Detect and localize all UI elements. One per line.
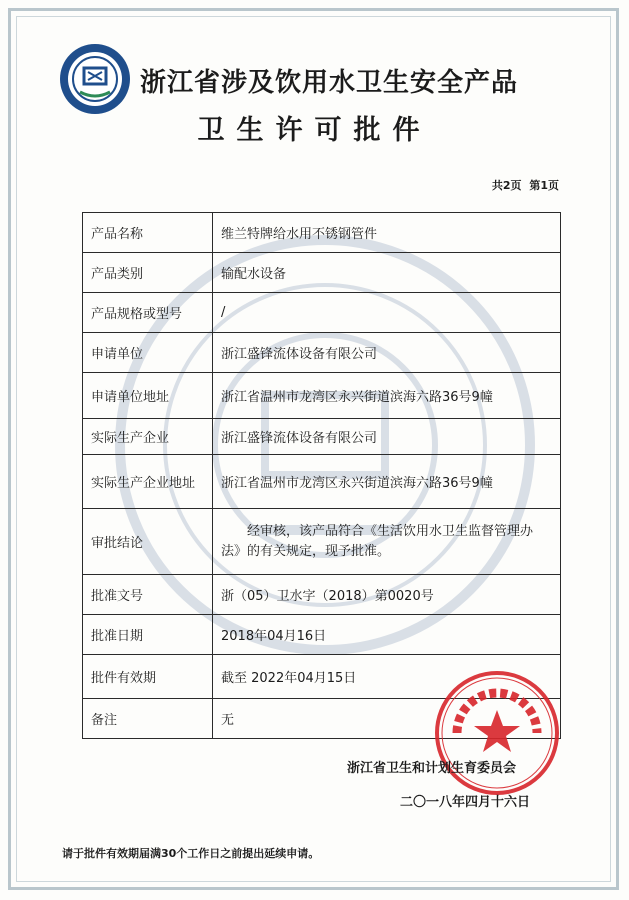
row-value: 浙（05）卫水字（2018）第0020号 (213, 575, 561, 615)
page-current: 第1页 (529, 179, 559, 192)
form-row-approval-date (83, 615, 561, 655)
health-inspection-emblem-icon (58, 42, 132, 116)
row-value: 截至 2022年04月15日 (213, 655, 561, 699)
red-official-seal-icon (432, 668, 562, 798)
row-label: 申请单位地址 (83, 373, 213, 419)
row-value: 浙江盛锋流体设备有限公司 (213, 419, 561, 455)
form-row-product-category (83, 253, 561, 293)
row-label: 批准日期 (83, 615, 213, 655)
row-label: 批准文号 (83, 575, 213, 615)
row-value: 浙江省温州市龙湾区永兴街道滨海六路36号9幢 (213, 455, 561, 509)
row-label: 实际生产企业地址 (83, 455, 213, 509)
row-label: 备注 (83, 699, 213, 739)
row-label: 产品类别 (83, 253, 213, 293)
row-label: 实际生产企业 (83, 419, 213, 455)
form-row-product-spec (83, 293, 561, 333)
issue-date: 二〇一八年四月十六日 (400, 795, 531, 810)
row-value: 经审核，该产品符合《生活饮用水卫生监督管理办法》的有关规定，现予批准。 (213, 509, 561, 575)
row-label: 产品规格或型号 (83, 293, 213, 333)
page-total: 共2页 (491, 179, 522, 192)
row-value: / (213, 293, 561, 333)
row-label: 批件有效期 (83, 655, 213, 699)
form-row-product-name (83, 213, 561, 253)
row-value: 无 (213, 699, 561, 739)
row-label: 产品名称 (83, 213, 213, 253)
form-row-manufacturer-address (83, 455, 561, 509)
row-value: 输配水设备 (213, 253, 561, 293)
form-row-manufacturer (83, 419, 561, 455)
form-row-applicant-address (83, 373, 561, 419)
issuer-name: 浙江省卫生和计划生育委员会 (347, 761, 517, 776)
row-value: 维兰特牌给水用不锈钢管件 (213, 213, 561, 253)
row-value: 浙江省温州市龙湾区永兴街道滨海六路36号9幢 (213, 373, 561, 419)
row-value: 浙江盛锋流体设备有限公司 (213, 333, 561, 373)
row-label: 申请单位 (83, 333, 213, 373)
form-row-applicant (83, 333, 561, 373)
document-title: 浙江省涉及饮用水卫生安全产品 (140, 68, 519, 98)
row-label: 审批结论 (83, 509, 213, 575)
row-value: 2018年04月16日 (213, 615, 561, 655)
permit-form-table (82, 212, 561, 739)
page-indicator (488, 177, 559, 193)
document-subtitle: 卫生许可批件 (197, 115, 432, 146)
form-row-conclusion (83, 509, 561, 575)
renewal-footnote: 请于批件有效期届满30个工作日之前提出延续申请。 (62, 847, 320, 860)
form-row-approval-number (83, 575, 561, 615)
